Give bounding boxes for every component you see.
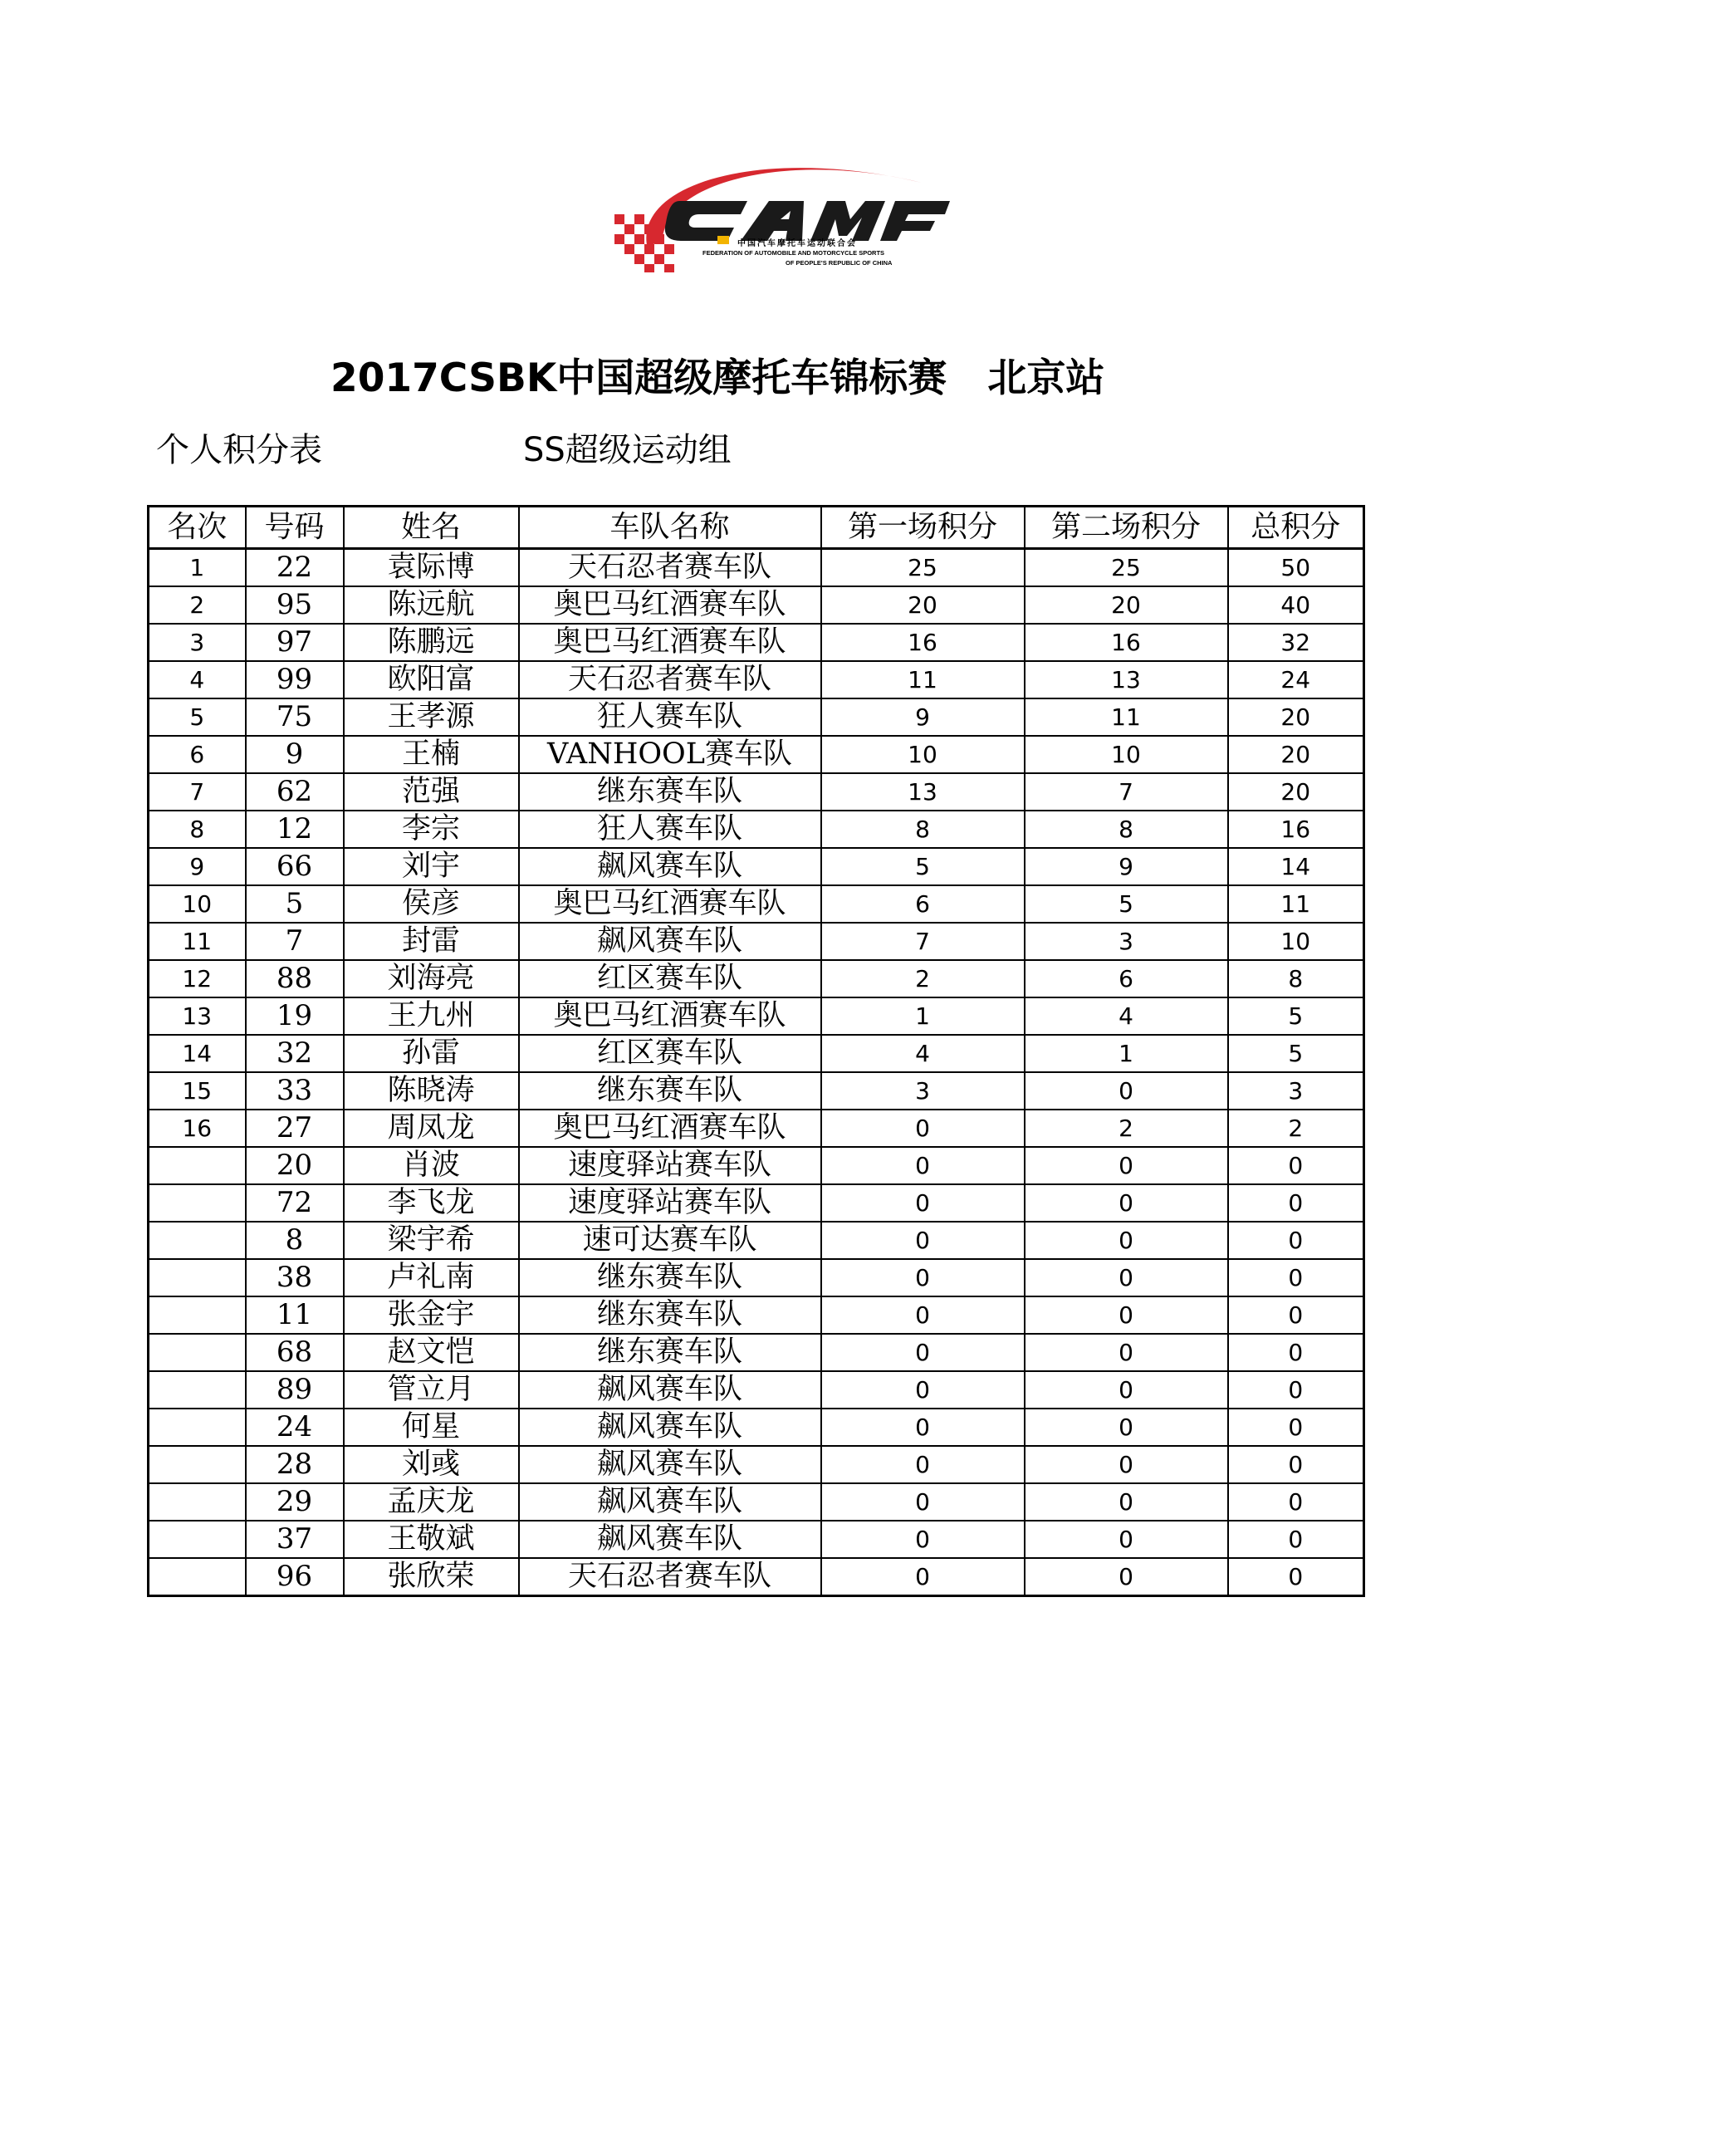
- cell-rank: 14: [149, 1035, 246, 1072]
- cell-total: 0: [1228, 1259, 1364, 1296]
- cell-race2: 5: [1025, 885, 1228, 923]
- table-row: [149, 1222, 1364, 1259]
- cell-race2: 10: [1025, 736, 1228, 773]
- cell-team: 狂人赛车队: [519, 698, 821, 736]
- cell-number: 62: [246, 773, 344, 811]
- cell-number: 20: [246, 1147, 344, 1184]
- cell-name: 李飞龙: [344, 1184, 519, 1222]
- cell-race2: 0: [1025, 1259, 1228, 1296]
- cell-name: 何星: [344, 1409, 519, 1446]
- table-row: [149, 960, 1364, 997]
- yellow-square-icon: [717, 236, 729, 244]
- cell-number: 33: [246, 1072, 344, 1110]
- cell-name: 王九州: [344, 997, 519, 1035]
- cell-rank: 7: [149, 773, 246, 811]
- table-row: [149, 1521, 1364, 1558]
- header-team: 车队名称: [519, 507, 821, 549]
- table-row: [149, 1072, 1364, 1110]
- header-name: 姓名: [344, 507, 519, 549]
- cell-race2: 0: [1025, 1558, 1228, 1596]
- cell-team: 继东赛车队: [519, 1259, 821, 1296]
- cell-total: 16: [1228, 811, 1364, 848]
- cell-team: 奥巴马红酒赛车队: [519, 1110, 821, 1147]
- cell-number: 7: [246, 923, 344, 960]
- cell-rank: [149, 1521, 246, 1558]
- page-title: 2017CSBK中国超级摩托车锦标赛 北京站: [330, 355, 1105, 401]
- cell-race1: 2: [821, 960, 1025, 997]
- cell-total: 5: [1228, 997, 1364, 1035]
- cell-total: 0: [1228, 1521, 1364, 1558]
- cell-name: 陈鹏远: [344, 624, 519, 661]
- cell-race1: 0: [821, 1521, 1025, 1558]
- cell-number: 72: [246, 1184, 344, 1222]
- cell-number: 75: [246, 698, 344, 736]
- cell-name: 张金宇: [344, 1296, 519, 1334]
- cell-name: 卢礼南: [344, 1259, 519, 1296]
- table-row: [149, 848, 1364, 885]
- cell-team: 飙风赛车队: [519, 1521, 821, 1558]
- cell-total: 0: [1228, 1371, 1364, 1409]
- cell-number: 8: [246, 1222, 344, 1259]
- cell-team: 飙风赛车队: [519, 1446, 821, 1483]
- table-row: [149, 1259, 1364, 1296]
- cell-race1: 20: [821, 586, 1025, 624]
- cell-race2: 0: [1025, 1184, 1228, 1222]
- cell-rank: 11: [149, 923, 246, 960]
- cell-total: 0: [1228, 1222, 1364, 1259]
- cell-name: 管立月: [344, 1371, 519, 1409]
- cell-total: 0: [1228, 1558, 1364, 1596]
- cell-total: 0: [1228, 1296, 1364, 1334]
- cell-race1: 0: [821, 1184, 1025, 1222]
- logo-org-en-line1: FEDERATION OF AUTOMOBILE AND MOTORCYCLE SPORTS: [702, 249, 885, 257]
- cell-rank: 5: [149, 698, 246, 736]
- cell-team: 飙风赛车队: [519, 1371, 821, 1409]
- table-row: [149, 1147, 1364, 1184]
- cell-rank: [149, 1184, 246, 1222]
- cell-team: 天石忍者赛车队: [519, 661, 821, 698]
- header-race1: 第一场积分: [821, 507, 1025, 549]
- cell-rank: 12: [149, 960, 246, 997]
- cell-total: 20: [1228, 773, 1364, 811]
- cell-number: 95: [246, 586, 344, 624]
- cell-race2: 4: [1025, 997, 1228, 1035]
- cell-race2: 13: [1025, 661, 1228, 698]
- cell-total: 20: [1228, 736, 1364, 773]
- cell-race2: 7: [1025, 773, 1228, 811]
- cell-name: 封雷: [344, 923, 519, 960]
- cell-race1: 0: [821, 1409, 1025, 1446]
- cell-race1: 10: [821, 736, 1025, 773]
- cell-name: 梁宇希: [344, 1222, 519, 1259]
- table-row: [149, 1296, 1364, 1334]
- cell-number: 5: [246, 885, 344, 923]
- cell-number: 27: [246, 1110, 344, 1147]
- table-row: [149, 997, 1364, 1035]
- cell-rank: [149, 1409, 246, 1446]
- header-number: 号码: [246, 507, 344, 549]
- cell-total: 2: [1228, 1110, 1364, 1147]
- logo-org-en-line2: OF PEOPLE'S REPUBLIC OF CHINA: [786, 259, 893, 267]
- table-row: [149, 1558, 1364, 1596]
- cell-race1: 1: [821, 997, 1025, 1035]
- cell-race1: 0: [821, 1558, 1025, 1596]
- table-row: [149, 885, 1364, 923]
- cell-total: 8: [1228, 960, 1364, 997]
- cell-team: 速度驿站赛车队: [519, 1184, 821, 1222]
- cell-number: 96: [246, 1558, 344, 1596]
- cell-race2: 0: [1025, 1446, 1228, 1483]
- cell-team: 天石忍者赛车队: [519, 549, 821, 587]
- table-row: [149, 1483, 1364, 1521]
- cell-race1: 6: [821, 885, 1025, 923]
- cell-team: 继东赛车队: [519, 1072, 821, 1110]
- cell-name: 王楠: [344, 736, 519, 773]
- table-row: [149, 549, 1364, 587]
- cell-number: 9: [246, 736, 344, 773]
- cell-name: 王孝源: [344, 698, 519, 736]
- cell-race2: 20: [1025, 586, 1228, 624]
- cell-rank: 2: [149, 586, 246, 624]
- cell-race2: 16: [1025, 624, 1228, 661]
- cell-total: 0: [1228, 1147, 1364, 1184]
- cell-race2: 6: [1025, 960, 1228, 997]
- cell-total: 32: [1228, 624, 1364, 661]
- cell-race1: 11: [821, 661, 1025, 698]
- cell-rank: 4: [149, 661, 246, 698]
- table-row: [149, 1409, 1364, 1446]
- cell-race1: 7: [821, 923, 1025, 960]
- cell-total: 0: [1228, 1409, 1364, 1446]
- table-row: [149, 923, 1364, 960]
- header-race2: 第二场积分: [1025, 507, 1228, 549]
- cell-name: 陈晓涛: [344, 1072, 519, 1110]
- cell-race2: 0: [1025, 1147, 1228, 1184]
- cell-number: 99: [246, 661, 344, 698]
- cell-rank: 6: [149, 736, 246, 773]
- cell-number: 88: [246, 960, 344, 997]
- cell-total: 20: [1228, 698, 1364, 736]
- cell-number: 37: [246, 1521, 344, 1558]
- cell-race1: 16: [821, 624, 1025, 661]
- cell-race2: 9: [1025, 848, 1228, 885]
- cell-team: 红区赛车队: [519, 960, 821, 997]
- class-subtitle: SS超级运动组: [523, 431, 732, 469]
- cell-number: 24: [246, 1409, 344, 1446]
- cell-number: 89: [246, 1371, 344, 1409]
- cell-name: 刘宇: [344, 848, 519, 885]
- cell-team: 奥巴马红酒赛车队: [519, 997, 821, 1035]
- cell-rank: [149, 1259, 246, 1296]
- cell-race2: 25: [1025, 549, 1228, 587]
- cell-total: 0: [1228, 1446, 1364, 1483]
- cell-rank: [149, 1296, 246, 1334]
- table-row: [149, 1035, 1364, 1072]
- cell-race2: 0: [1025, 1072, 1228, 1110]
- cell-race2: 0: [1025, 1483, 1228, 1521]
- cell-name: 孟庆龙: [344, 1483, 519, 1521]
- cell-team: 奥巴马红酒赛车队: [519, 624, 821, 661]
- cell-number: 32: [246, 1035, 344, 1072]
- cell-team: 速可达赛车队: [519, 1222, 821, 1259]
- table-row: [149, 1371, 1364, 1409]
- cell-rank: 10: [149, 885, 246, 923]
- cell-name: 袁际博: [344, 549, 519, 587]
- cell-team: 继东赛车队: [519, 1334, 821, 1371]
- cell-total: 10: [1228, 923, 1364, 960]
- cell-rank: 15: [149, 1072, 246, 1110]
- cell-name: 李宗: [344, 811, 519, 848]
- cell-race2: 2: [1025, 1110, 1228, 1147]
- cell-rank: 13: [149, 997, 246, 1035]
- cell-rank: 3: [149, 624, 246, 661]
- cell-race1: 0: [821, 1110, 1025, 1147]
- cell-race1: 8: [821, 811, 1025, 848]
- cell-rank: [149, 1446, 246, 1483]
- camf-logo: [598, 149, 972, 282]
- header-rank: 名次: [149, 507, 246, 549]
- cell-rank: 8: [149, 811, 246, 848]
- table-row: [149, 736, 1364, 773]
- cell-number: 11: [246, 1296, 344, 1334]
- table-row: [149, 773, 1364, 811]
- cell-race1: 0: [821, 1371, 1025, 1409]
- cell-team: 狂人赛车队: [519, 811, 821, 848]
- standings-table: [147, 505, 1365, 1597]
- cell-race2: 0: [1025, 1222, 1228, 1259]
- cell-team: VANHOOL赛车队: [519, 736, 821, 773]
- cell-race1: 13: [821, 773, 1025, 811]
- cell-race2: 11: [1025, 698, 1228, 736]
- cell-race2: 1: [1025, 1035, 1228, 1072]
- cell-name: 肖波: [344, 1147, 519, 1184]
- cell-team: 速度驿站赛车队: [519, 1147, 821, 1184]
- cell-name: 张欣荣: [344, 1558, 519, 1596]
- cell-rank: [149, 1371, 246, 1409]
- cell-race2: 8: [1025, 811, 1228, 848]
- standings-body: [149, 549, 1364, 1596]
- table-row: [149, 1110, 1364, 1147]
- cell-number: 68: [246, 1334, 344, 1371]
- cell-total: 0: [1228, 1483, 1364, 1521]
- cell-name: 刘彧: [344, 1446, 519, 1483]
- table-subtitle: 个人积分表: [156, 431, 322, 469]
- cell-name: 刘海亮: [344, 960, 519, 997]
- cell-race1: 0: [821, 1222, 1025, 1259]
- cell-rank: [149, 1147, 246, 1184]
- table-row: [149, 624, 1364, 661]
- cell-number: 12: [246, 811, 344, 848]
- cell-total: 14: [1228, 848, 1364, 885]
- cell-number: 22: [246, 549, 344, 587]
- cell-rank: [149, 1558, 246, 1596]
- cell-race1: 0: [821, 1334, 1025, 1371]
- table-header-row: [149, 507, 1364, 549]
- cell-rank: 16: [149, 1110, 246, 1147]
- cell-rank: 1: [149, 549, 246, 587]
- cell-race1: 0: [821, 1446, 1025, 1483]
- cell-name: 欧阳富: [344, 661, 519, 698]
- cell-race1: 25: [821, 549, 1025, 587]
- table-row: [149, 661, 1364, 698]
- cell-number: 38: [246, 1259, 344, 1296]
- cell-total: 40: [1228, 586, 1364, 624]
- cell-number: 28: [246, 1446, 344, 1483]
- cell-total: 24: [1228, 661, 1364, 698]
- cell-name: 范强: [344, 773, 519, 811]
- cell-race2: 0: [1025, 1371, 1228, 1409]
- cell-team: 奥巴马红酒赛车队: [519, 586, 821, 624]
- header-total: 总积分: [1228, 507, 1364, 549]
- cell-team: 飙风赛车队: [519, 923, 821, 960]
- cell-name: 周凤龙: [344, 1110, 519, 1147]
- cell-team: 飙风赛车队: [519, 1409, 821, 1446]
- cell-team: 奥巴马红酒赛车队: [519, 885, 821, 923]
- cell-name: 侯彦: [344, 885, 519, 923]
- cell-rank: [149, 1483, 246, 1521]
- table-row: [149, 811, 1364, 848]
- cell-number: 29: [246, 1483, 344, 1521]
- cell-race1: 0: [821, 1259, 1025, 1296]
- cell-team: 飙风赛车队: [519, 848, 821, 885]
- cell-number: 97: [246, 624, 344, 661]
- cell-rank: [149, 1222, 246, 1259]
- cell-name: 陈远航: [344, 586, 519, 624]
- cell-race2: 3: [1025, 923, 1228, 960]
- logo-org-cn: 中国汽车摩托车运动联合会: [737, 239, 857, 248]
- cell-team: 天石忍者赛车队: [519, 1558, 821, 1596]
- cell-race1: 9: [821, 698, 1025, 736]
- cell-rank: [149, 1334, 246, 1371]
- table-row: [149, 1446, 1364, 1483]
- cell-race1: 4: [821, 1035, 1025, 1072]
- cell-team: 继东赛车队: [519, 1296, 821, 1334]
- cell-race2: 0: [1025, 1296, 1228, 1334]
- cell-total: 11: [1228, 885, 1364, 923]
- table-row: [149, 1184, 1364, 1222]
- cell-rank: 9: [149, 848, 246, 885]
- table-row: [149, 698, 1364, 736]
- cell-race1: 0: [821, 1147, 1025, 1184]
- cell-team: 飙风赛车队: [519, 1483, 821, 1521]
- table-row: [149, 586, 1364, 624]
- camf-wordmark: [665, 201, 950, 241]
- cell-race1: 5: [821, 848, 1025, 885]
- cell-name: 赵文恺: [344, 1334, 519, 1371]
- cell-total: 0: [1228, 1334, 1364, 1371]
- cell-race2: 0: [1025, 1334, 1228, 1371]
- cell-total: 0: [1228, 1184, 1364, 1222]
- cell-number: 19: [246, 997, 344, 1035]
- cell-total: 5: [1228, 1035, 1364, 1072]
- cell-race1: 0: [821, 1483, 1025, 1521]
- cell-total: 3: [1228, 1072, 1364, 1110]
- cell-race2: 0: [1025, 1409, 1228, 1446]
- cell-name: 孙雷: [344, 1035, 519, 1072]
- cell-total: 50: [1228, 549, 1364, 587]
- cell-name: 王敬斌: [344, 1521, 519, 1558]
- cell-team: 继东赛车队: [519, 773, 821, 811]
- cell-number: 66: [246, 848, 344, 885]
- cell-team: 红区赛车队: [519, 1035, 821, 1072]
- cell-race1: 3: [821, 1072, 1025, 1110]
- cell-race2: 0: [1025, 1521, 1228, 1558]
- table-row: [149, 1334, 1364, 1371]
- cell-race1: 0: [821, 1296, 1025, 1334]
